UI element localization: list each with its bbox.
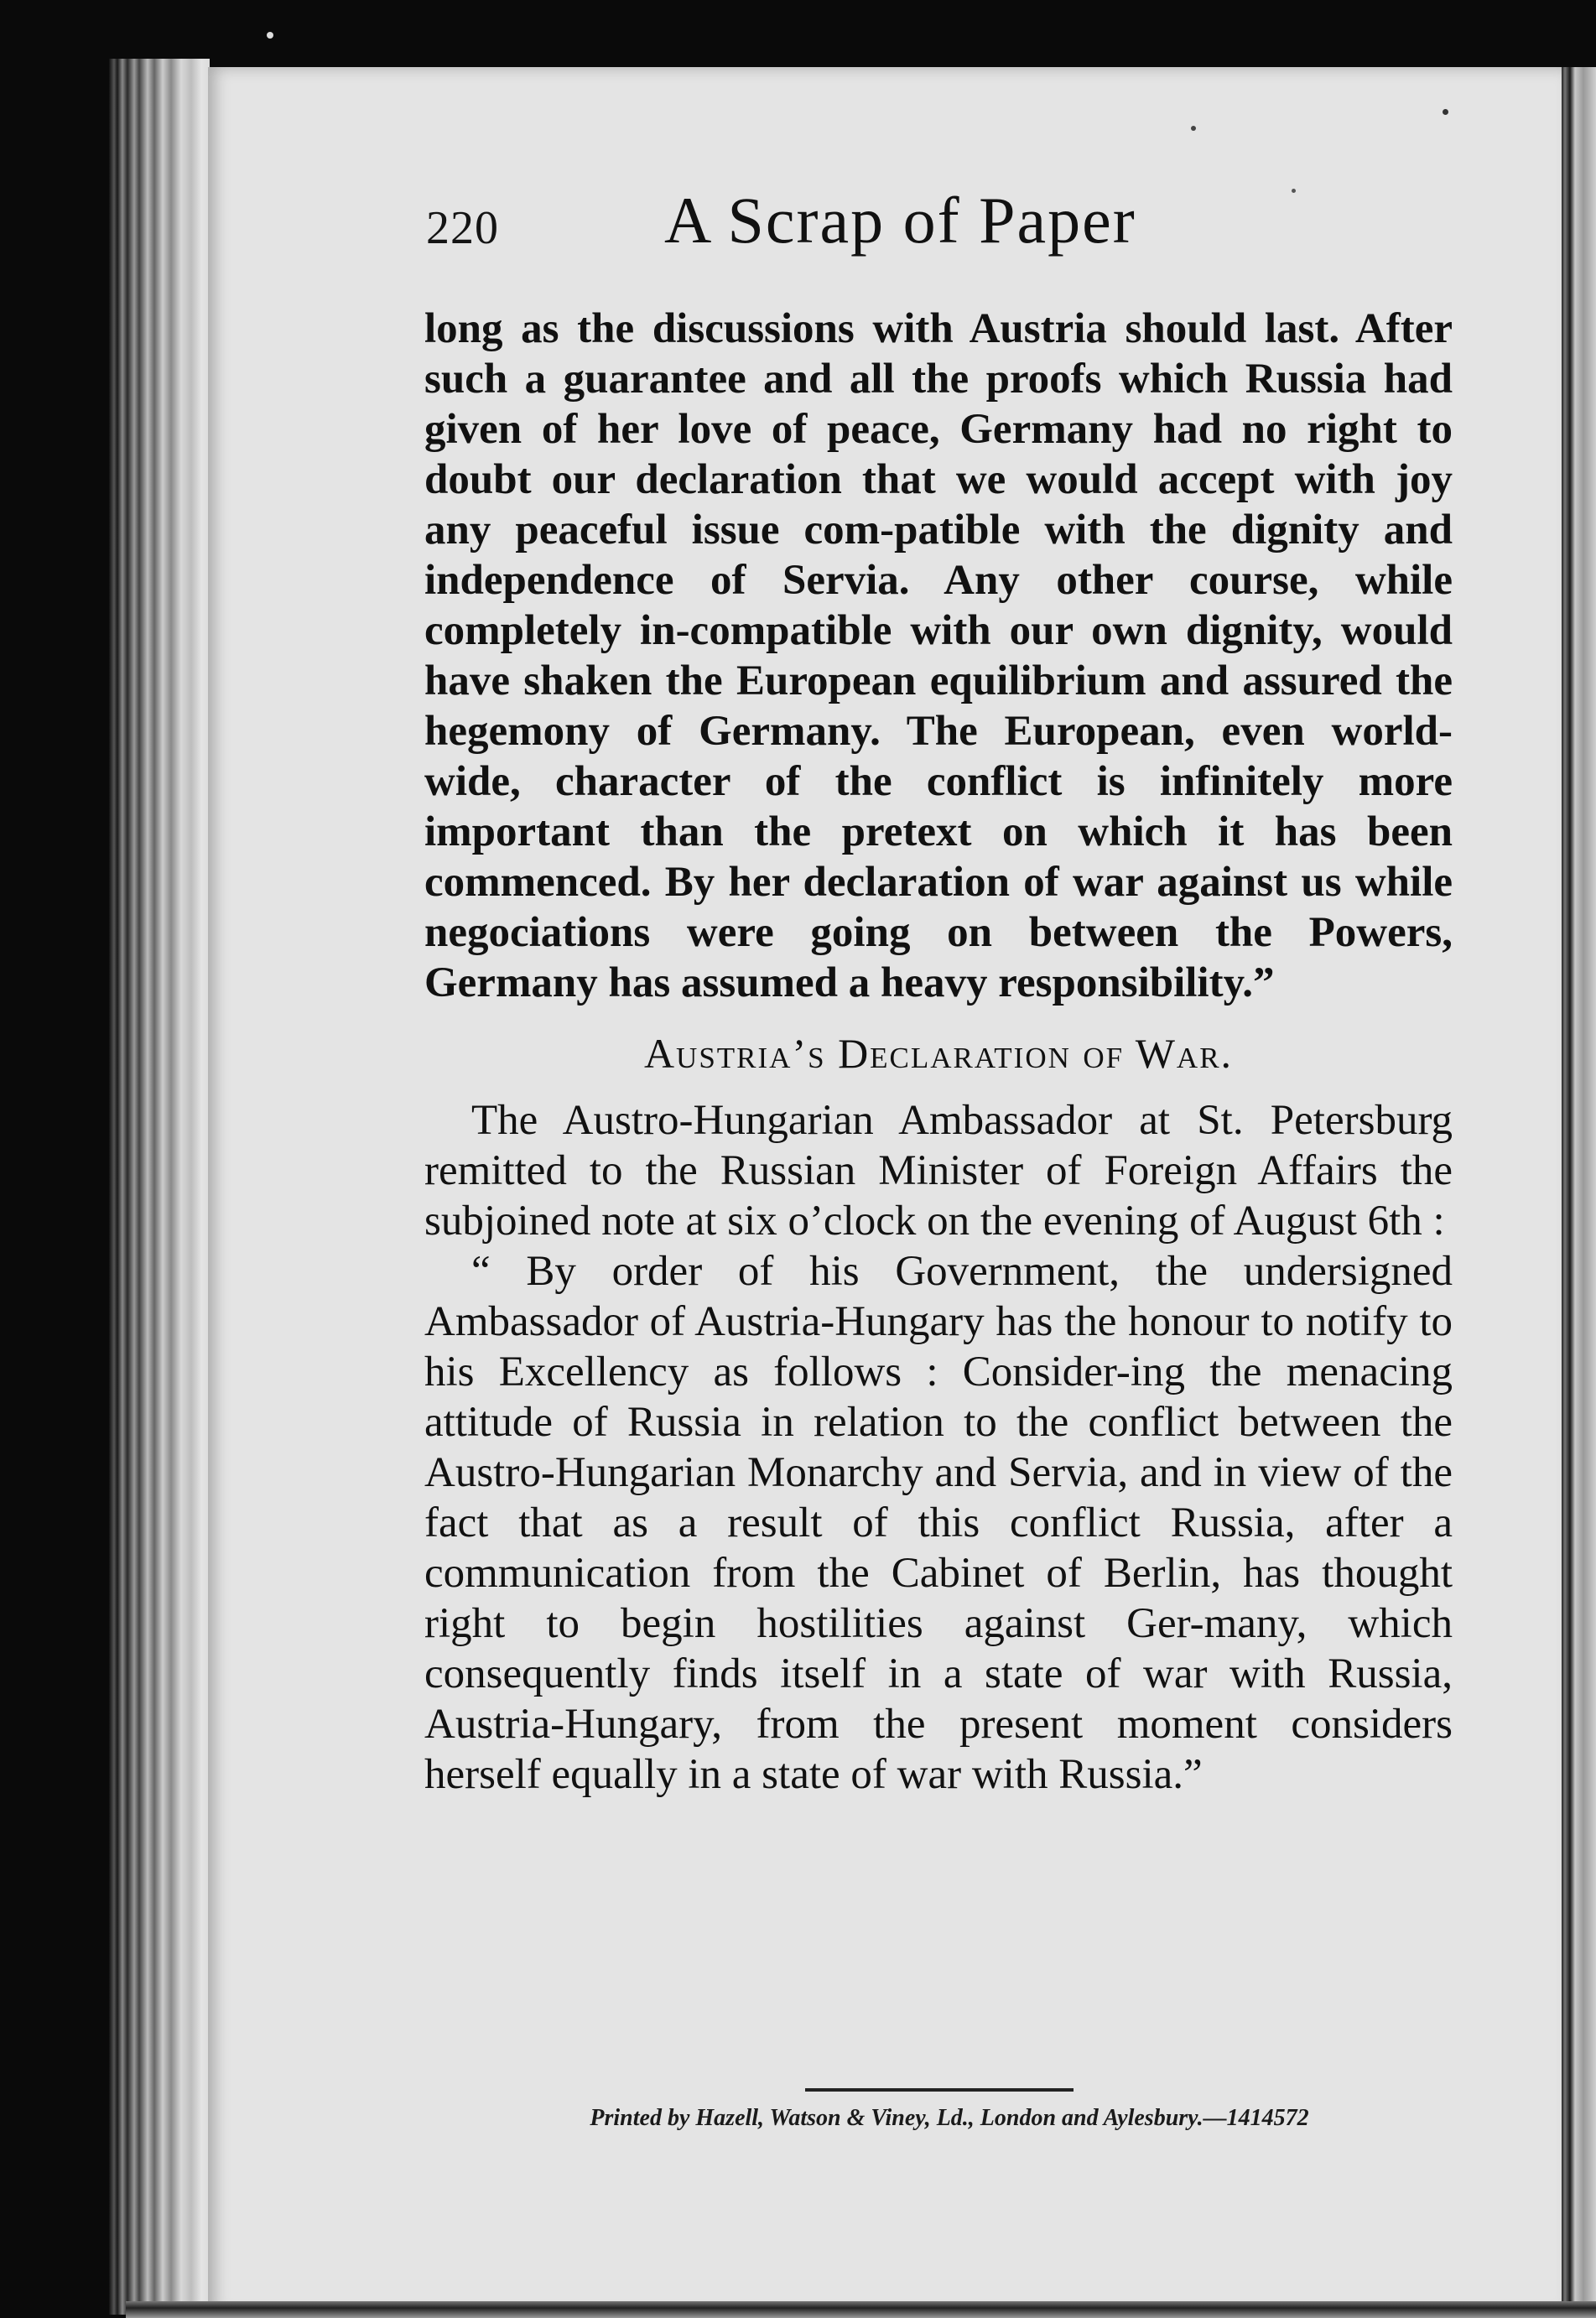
bottom-page-edge	[126, 2301, 1596, 2318]
page-number: 220	[426, 202, 499, 254]
paragraph-continuation: long as the discussions with Austria should last. After such a guarantee and all the proofs which Russia had given of her love of peace, Germany had no right to doubt our declaration that we would accept with joy any peaceful issue com-patible with the dignity and independence of Servia. Any other course, while completely in-compatible with our own dignity, would have shaken the European equilibrium and assured the hegemony of Germany. The European, even world-wide, character of the conflict is infinitely more important than the pretext on which it has been commenced. By her declaration of war against us while negociations were going on between the Powers, Germany has assumed a heavy responsibility.”	[424, 305, 1453, 1006]
paragraph-ambassador-note: The Austro-Hungarian Ambassador at St. Petersburg remitted to the Russian Minister of Foreign Affairs the subjoined note at six o’clock on the evening of August 6th :	[424, 1097, 1453, 1245]
page-header	[426, 183, 1449, 258]
running-title: A Scrap of Paper	[664, 184, 1136, 257]
printer-imprint: Printed by Hazell, Watson & Viney, Ld., London and Aylesbury.—1414572	[590, 2105, 1309, 2131]
right-page-edge	[1562, 67, 1596, 2318]
body-text	[424, 304, 1453, 1800]
footer-rule	[805, 2088, 1074, 2092]
section-heading: Austria’s Declaration of War.	[643, 1030, 1234, 1077]
book-page-edges	[109, 59, 210, 2315]
paragraph-declaration-quote: “ By order of his Government, the undersigned Ambassador of Austria-Hungary has the honour to notify to his Excellency as follows : Consider-ing the menacing attitude of Russia in relation to the conflict between the Austro-Hungarian Monarchy and Servia, and in view of the fact that as a result of this conflict Russia, after a communication from the Cabinet of Berlin, has thought right to begin hostilities against Ger-many, which consequently finds itself in a state of war with Russia, Austria-Hungary, from the present moment considers herself equally in a state of war with Russia.”	[424, 1248, 1453, 1798]
